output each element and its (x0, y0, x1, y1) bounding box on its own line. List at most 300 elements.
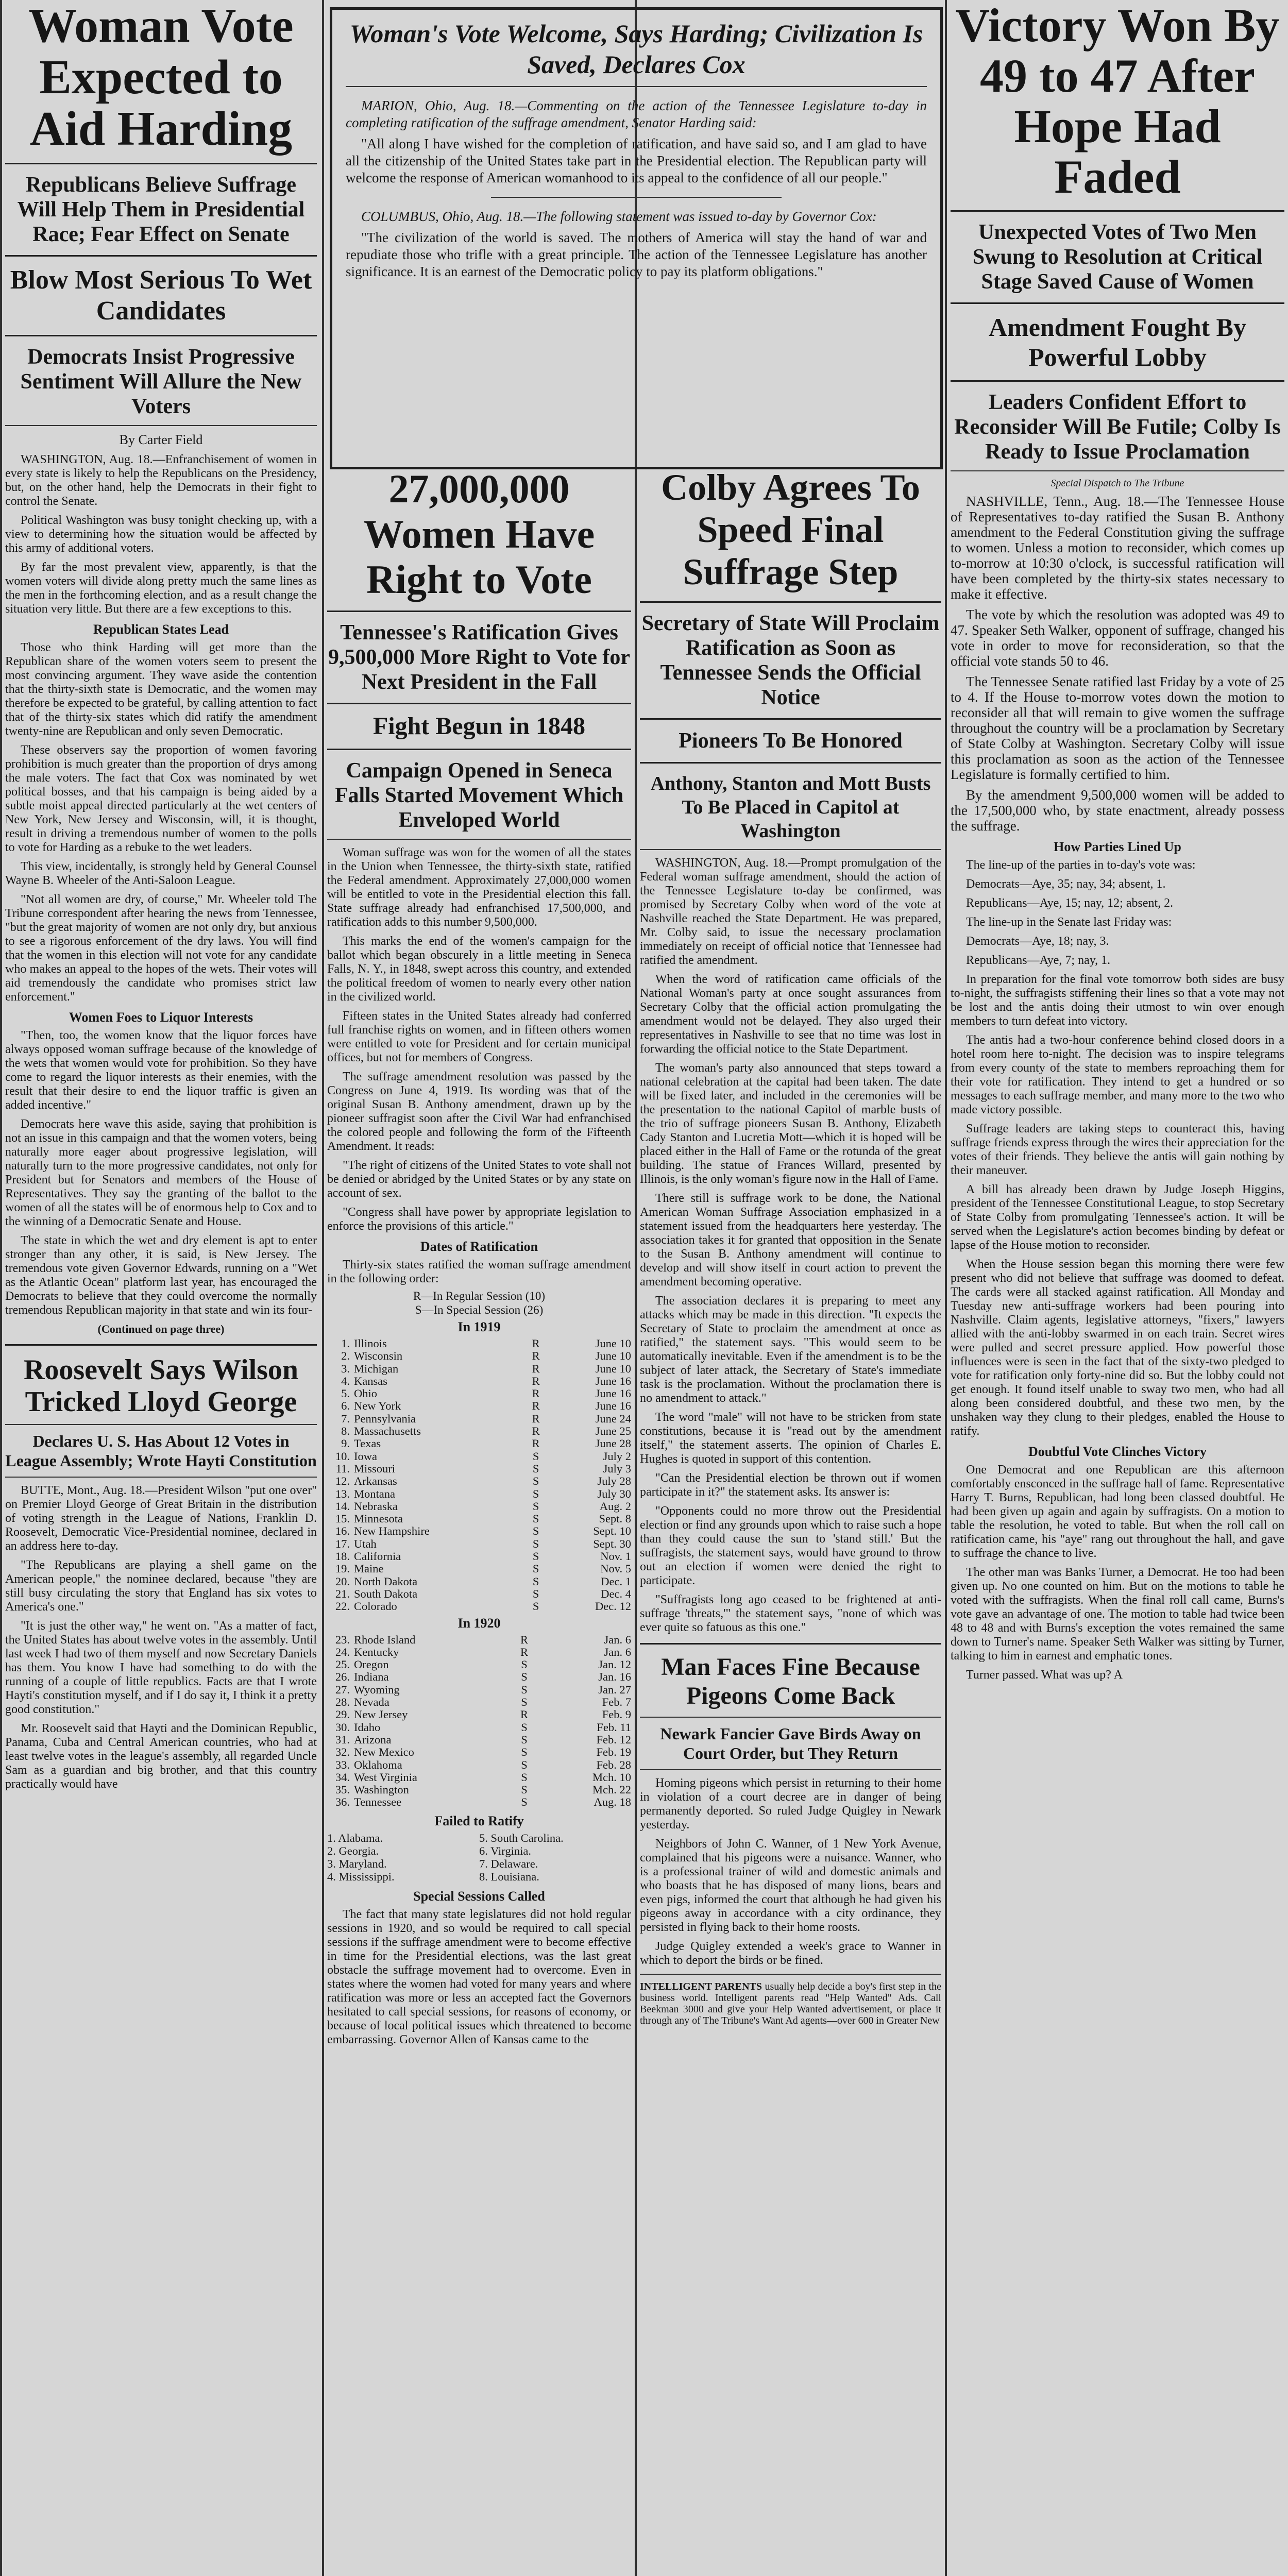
ratification-number: 29. (335, 1708, 350, 1721)
ratification-date: Dec. 4 (601, 1587, 631, 1600)
ratification-row (327, 1350, 631, 1362)
ratification-date: Jan. 16 (598, 1670, 631, 1684)
failed-states-list (327, 1832, 631, 1883)
ratification-state: Indiana (354, 1670, 389, 1684)
ratification-date: Aug. 2 (599, 1499, 631, 1513)
ratification-state: Ohio (354, 1387, 377, 1400)
deck: Leaders Confident Effort to Reconsider Will Be Futile; Colby Is Ready to Issue Proclamation (954, 391, 1281, 464)
paragraph: "The Republicans are playing a shell game on the American people," the nominee declared, because "they are still busy circulating the story that England has six votes to America's one." (5, 1558, 317, 1614)
ratification-session: S (532, 1600, 539, 1613)
ratification-session: S (532, 1499, 539, 1513)
paragraph: Democrats—Aye, 35; nay, 34; absent, 1. (966, 877, 1166, 891)
divider (951, 380, 1284, 382)
ratification-number: 18. (335, 1550, 350, 1563)
divider (640, 1769, 941, 1770)
subhead: How Parties Lined Up (1054, 839, 1181, 854)
paragraph: In preparation for the final vote tomorrow both sides are busy to-night, the suffragists stiffening their lines so that a vote may not be lost and the antis doing their utmost to win over enough members to turn defeat into victory. (951, 973, 1284, 1028)
paragraph: The line-up of the parties in to-day's vote was: (966, 858, 1196, 872)
subhead: Failed to Ratify (434, 1813, 524, 1828)
ratification-state: Iowa (354, 1449, 377, 1463)
divider (951, 470, 1284, 471)
ratification-state: Texas (354, 1437, 381, 1450)
ratification-date: July 28 (597, 1475, 631, 1488)
paragraph: The association declares it is preparing to meet any attacks which may be made in this direction. "It expects the Secretary of State to proclaim the amendment at once as ratified," the statement says. "This would seem to be automatically inevitable. Even if the amendment is to be the subject of later attack, the Secretary of State's immediate task is the proclamation. Without the proclamation there is no amendment to attack." (640, 1294, 941, 1405)
ratification-row (327, 1450, 631, 1463)
ratification-session: S (521, 1720, 528, 1734)
deck: Anthony, Stanton and Mott Busts To Be Placed in Capitol at Washington (650, 773, 931, 842)
ratification-date: Sept. 8 (599, 1512, 631, 1526)
divider (951, 210, 1284, 212)
ratification-row (327, 1671, 631, 1683)
ratification-number: 2. (341, 1349, 350, 1363)
ratification-session: S (532, 1550, 539, 1563)
ratification-date: Jan. 27 (598, 1683, 631, 1696)
ratification-state: Arizona (354, 1733, 392, 1746)
paragraph: WASHINGTON, Aug. 18.—Enfranchisement of women in every state is likely to help the Republicans on the Presidency, but, on the other hand, help the Democrats in their fight to control the Senate. (5, 453, 317, 508)
failed-state: 4. Mississippi. (327, 1870, 395, 1883)
ratification-number: 34. (335, 1770, 350, 1784)
paragraph: BUTTE, Mont., Aug. 18.—President Wilson "put one over" on Premier Lloyd George of Great Britain in the distribution of voting strength in the League of Nations, Franklin D. Roosevelt, Democratic Vice-Presidential nominee, declared in an address here to-day. (5, 1484, 317, 1553)
ratification-number: 10. (335, 1449, 350, 1463)
divider (5, 425, 317, 426)
ratification-table-1919 (327, 1337, 631, 1613)
subhead: Republican States Lead (93, 622, 229, 637)
column-rule (322, 0, 324, 2576)
byline: By Carter Field (119, 432, 203, 447)
deck: Campaign Opened in Seneca Falls Started Movement Which Enveloped World (334, 759, 624, 832)
ratification-state: New Mexico (354, 1745, 414, 1759)
paragraph: The suffrage amendment resolution was passed by the Congress on June 4, 1919. Its wording was that of the original Susan B. Anthony amendment, drawn up by the pioneer suffragist soon after the Civil War had enfranchised the colored people and following the form of the Fifteenth Amendment. It reads: (327, 1070, 631, 1153)
ratification-date: Feb. 19 (596, 1745, 631, 1759)
ratification-row (327, 1500, 631, 1513)
ratification-state: California (354, 1550, 401, 1563)
ratification-row (327, 1646, 631, 1658)
ratification-number: 9. (341, 1437, 350, 1450)
ratification-state: Illinois (354, 1337, 387, 1350)
ratification-row (327, 1400, 631, 1412)
ratification-date: Aug. 18 (594, 1795, 631, 1809)
year-heading: In 1919 (457, 1319, 501, 1334)
legend: R—In Regular Session (10) (413, 1290, 546, 1302)
failed-state: 8. Louisiana. (479, 1870, 539, 1883)
ratification-session: R (520, 1645, 528, 1658)
ratification-session: R (532, 1349, 540, 1363)
ratification-session: S (532, 1574, 539, 1588)
divider (327, 749, 631, 750)
paragraph: Homing pigeons which persist in returning to their home in violation of a court decree are in danger of being permanently deported. So ruled Judge Quigley in Newark yesterday. (640, 1776, 941, 1832)
ratification-number: 5. (341, 1387, 350, 1400)
paragraph: Democrats here wave this aside, saying that prohibition is not an issue in this campaign and that the women voters, being naturally more eager about progressive legislation, will naturally turn to the more progressive candidates, not only for President but for Senators and members of the House of Representatives. They say the granting of the ballot to the women of all the states will be of enormous help to Cox and to the winning of a Democratic Senate and House. (5, 1117, 317, 1228)
paragraph: This view, incidentally, is strongly held by General Counsel Wayne B. Wheeler of the Anti-Saloon League. (5, 860, 317, 887)
column-rule (0, 0, 2, 2576)
subhead: Dates of Ratification (420, 1239, 538, 1254)
ratification-date: Jan. 12 (598, 1658, 631, 1671)
ratification-row (327, 1746, 631, 1758)
paragraph: By far the most prevalent view, apparently, is that the women voters will divide along pretty much the same lines as the men in the forthcoming election, and as a result change the situation very little. But there are a few exceptions to this. (5, 561, 317, 616)
ratification-date: Dec. 1 (601, 1574, 631, 1588)
ratification-number: 21. (335, 1587, 350, 1600)
ratification-date: June 24 (595, 1412, 631, 1425)
ratification-row (327, 1488, 631, 1500)
deck: Republicans Believe Suffrage Will Help Them in Presidential Race; Fear Effect on Senate (17, 173, 305, 246)
ratification-state: Massachusetts (354, 1425, 421, 1438)
subhead: Special Sessions Called (413, 1888, 545, 1904)
failed-state: 2. Georgia. (327, 1844, 379, 1857)
ratification-session: R (532, 1399, 540, 1413)
paragraph: Fifteen states in the United States already had conferred full franchise rights on women, and in fifteen others women were entitled to vote for President and for certain municipal offices, but not for members of Congress. (327, 1009, 631, 1064)
paragraph: "Can the Presidential election be thrown out if women participate in it?" the statement asks. Its answer is: (640, 1471, 941, 1499)
ratification-number: 14. (335, 1499, 350, 1513)
ratification-row (327, 1563, 631, 1575)
ratification-row (327, 1463, 631, 1475)
failed-state: 3. Maryland. (327, 1857, 387, 1870)
ratification-number: 1. (341, 1337, 350, 1350)
ratification-row (327, 1784, 631, 1796)
paragraph: The fact that many state legislatures did not hold regular sessions in 1920, and so would be required to call special sessions if the suffrage amendment were to become effective in time for the Presidential elections, was the last great obstacle the suffrage movement had to overcome. Even in states where the women had voted for many years and where ratification was more or less an accepted fact the Governors hesitated to call special sessions, for reasons of economy, or because of local political issues which threatened to become embarrassing. Governor Allen of Kansas came to the (327, 1907, 631, 2046)
paragraph: "Suffragists long ago ceased to be frightened at anti-suffrage 'threats,'" the statement says, "none of which was ever quite so fatuous as this one." (640, 1593, 941, 1634)
ad-text: usually help decide a boy's first step in the business world. Intelligent parents read "Help Wanted" Ads. Call Beekman 3000 and give your Help Wanted advertisement, or place it through any of The Tribune's Want Ad agents—over 600 in Greater New (640, 1981, 941, 2026)
statements-box (330, 7, 943, 469)
ratification-state: Minnesota (354, 1512, 403, 1526)
divider (5, 163, 317, 164)
ratification-session: S (521, 1733, 528, 1746)
paragraph: There still is suffrage work to be done, the National American Woman Suffrage Association emphasized in a statement issued from the headquarters here yesterday. The association takes it for granted that opposition in the Senate to the Susan B. Anthony amendment will continue to develop and will show itself in court action to prevent the amendment becoming operative. (640, 1192, 941, 1289)
paragraph: By the amendment 9,500,000 women will be added to the 17,500,000 who, by state enactment, already possess the suffrage. (951, 787, 1284, 834)
ratification-number: 25. (335, 1658, 350, 1671)
paragraph: Turner passed. What was up? A (966, 1668, 1123, 1682)
paragraph: "Then, too, the women know that the liquor forces have always opposed woman suffrage because of the knowledge of the wets that women would vote for prohibition. So they have come to regard the liquor interests as their enemies, with the result that their desire to end the liquor traffic is given an added incentive." (5, 1029, 317, 1112)
ratification-date: Jan. 6 (604, 1645, 631, 1658)
ratification-row (327, 1634, 631, 1646)
divider (5, 1344, 317, 1346)
ratification-date: June 10 (595, 1337, 631, 1350)
dateline: COLUMBUS, Ohio, Aug. 18.—The following statement was issued to-day by Governor Cox: (361, 209, 877, 224)
ratification-date: June 10 (595, 1349, 631, 1363)
ratification-number: 30. (335, 1720, 350, 1734)
paragraph: When the word of ratification came officials of the National Woman's party at once sought assurances from Secretary Colby that the official action promulgating the amendment would not be delayed. They also urged their representatives in Nashville to see that no time was lost in forwarding the official notice to the State Department. (640, 973, 941, 1056)
ratification-row (327, 1759, 631, 1771)
dispatch-credit: Special Dispatch to The Tribune (1050, 478, 1184, 489)
column-rule (945, 0, 947, 2576)
paragraph: Political Washington was busy tonight checking up, with a view to determining how the situation would be affected by this army of additional voters. (5, 514, 317, 555)
ratification-state: Utah (354, 1537, 377, 1550)
deck: Blow Most Serious To Wet Candidates (10, 265, 312, 326)
divider (951, 302, 1284, 304)
ratification-session: S (532, 1449, 539, 1463)
ratification-session: S (521, 1745, 528, 1759)
paragraph: Thirty-six states ratified the woman suffrage amendment in the following order: (327, 1258, 631, 1285)
ratification-session: S (521, 1758, 528, 1771)
ratification-session: R (520, 1708, 528, 1721)
ratification-number: 31. (335, 1733, 350, 1746)
ratification-state: New Hampshire (354, 1524, 430, 1538)
article-colby-agrees (640, 466, 941, 2576)
headline: Woman Vote Expected to Aid Harding (28, 0, 294, 156)
paragraph: Woman suffrage was won for the women of all the states in the Union when Tennessee, the thirty-sixth state, ratified the Federal amendment. Approximately 27,000,000 women will be entitled to vote in the Presidential election this fall. State suffrage already had enfranchised 17,500,000, and ratification adds to this number 9,500,000. (327, 846, 631, 929)
ratification-state: Missouri (354, 1462, 396, 1475)
ratification-row (327, 1337, 631, 1350)
paragraph: This marks the end of the women's campaign for the ballot which began obscurely in a little meeting in Seneca Falls, N. Y., in 1848, swept across this country, and extended the political freedom of women to nearly every other nation in the civilized world. (327, 935, 631, 1004)
ratification-state: New Jersey (354, 1708, 408, 1721)
paragraph: One Democrat and one Republican are this afternoon comfortably ensconced in the suffrage hall of fame. Representative Harry T. Burns, Republican, had long been classed doubtful. He had been given up again and again by suffragists. On a motion to table the resolution, he voted to table. But when the roll call on ratification came, his "aye" rang out throughout the hall, and gave to suffrage the chance to live. (951, 1463, 1284, 1560)
ratification-date: Sept. 10 (593, 1524, 631, 1538)
ratification-number: 20. (335, 1574, 350, 1588)
ratification-date: Feb. 9 (602, 1708, 631, 1721)
quote: "The civilization of the world is saved. The mothers of America will stay the hand of war and repudiate those who trifle with a great principle. The action of the Tennessee Legislature has another significance. It is an earnest of the Democratic policy to pay its platform obligations." (346, 230, 927, 279)
ratification-row (327, 1475, 631, 1487)
ratification-date: Dec. 12 (595, 1600, 631, 1613)
ratification-session: S (532, 1537, 539, 1550)
ratification-row (327, 1525, 631, 1537)
ratification-session: S (532, 1462, 539, 1475)
box-headline: Woman's Vote Welcome, Says Harding; Civilization Is Saved, Declares Cox (349, 19, 923, 79)
ratification-session: S (532, 1487, 539, 1500)
deck: Newark Fancier Gave Birds Away on Court Order, but They Return (660, 1724, 921, 1762)
article-27-million-women (327, 466, 631, 2576)
paragraph: The other man was Banks Turner, a Democrat. He too had been given up. No one counted on him. But on the motions to table he voted with the suffragists. When the final roll call came, Burns's vote gave an advantage of one. The motion to table had twice been 48 to 48 and with Burns's exception the votes remained the same down to Turner's name. Speaker Seth Walker was sitting by Turner, talking to him in earnest and emphatic tones. (951, 1566, 1284, 1663)
paragraph: NASHVILLE, Tenn., Aug. 18.—The Tennessee House of Representatives to-day ratified the Susan B. Anthony amendment to the Federal Constitution giving the suffrage to women. Unless a motion to reconsider, which comes up to-morrow at 10:30 o'clock, is successful ratification will have been completed by the thirty-six states necessary to make it effective. (951, 494, 1284, 602)
deck: Secretary of State Will Proclaim Ratification as Soon as Tennessee Sends the Official Notice (641, 612, 940, 709)
ratification-number: 13. (335, 1487, 350, 1500)
ratification-session: S (521, 1683, 528, 1696)
ratification-date: Nov. 5 (600, 1562, 631, 1575)
ad-heading: INTELLIGENT PARENTS (640, 1981, 762, 1992)
divider (491, 197, 782, 198)
ratification-row (327, 1387, 631, 1400)
ratification-state: Idaho (354, 1720, 381, 1734)
year-heading: In 1920 (457, 1615, 501, 1631)
ratification-number: 24. (335, 1645, 350, 1658)
divider (327, 611, 631, 612)
paragraph: The line-up in the Senate last Friday was: (966, 916, 1172, 929)
divider (640, 1974, 941, 1975)
ratification-session: R (532, 1425, 540, 1438)
subhead: Doubtful Vote Clinches Victory (1028, 1444, 1207, 1459)
ratification-number: 36. (335, 1795, 350, 1809)
divider (346, 86, 927, 87)
ratification-row (327, 1771, 631, 1784)
ratification-number: 35. (335, 1783, 350, 1797)
ratification-row (327, 1413, 631, 1425)
divider (640, 718, 941, 720)
ratification-state: Nevada (354, 1696, 389, 1709)
paragraph: Judge Quigley extended a week's grace to Wanner in which to deport the birds or be fined. (640, 1940, 941, 1967)
paragraph: "It is just the other way," he went on. "As a matter of fact, the United States has about twelve votes in the assembly. Until last week I had two of them myself and now Secretary Daniels has them. You know I have had something to do with the running of a couple of little republics. Facts are that I wrote Hayti's constitution myself, and if I do say it, I think it a pretty good constitution." (5, 1619, 317, 1716)
divider (640, 1717, 941, 1718)
ratification-number: 26. (335, 1670, 350, 1684)
ratification-date: June 16 (595, 1387, 631, 1400)
ratification-session: S (521, 1658, 528, 1671)
ratification-number: 7. (341, 1412, 350, 1425)
divider (5, 1477, 317, 1478)
ratification-number: 15. (335, 1512, 350, 1526)
ratification-date: June 16 (595, 1399, 631, 1413)
deck: Unexpected Votes of Two Men Swung to Resolution at Critical Stage Saved Cause of Women (972, 221, 1263, 294)
ratification-session: R (532, 1362, 540, 1375)
paragraph: "The right of citizens of the United States to vote shall not be denied or abridged by the United States or by any state on account of sex. (327, 1159, 631, 1200)
ratification-session: S (521, 1795, 528, 1809)
paragraph: Mr. Roosevelt said that Hayti and the Dominican Republic, Panama, Cuba and Central American countries, who had at least twelve votes in the league's assembly, all regarded Uncle Sam as a guardian and big brother, and that this country practically would have (5, 1722, 317, 1791)
ratification-number: 4. (341, 1374, 350, 1387)
ratification-number: 17. (335, 1537, 350, 1550)
headline: 27,000,000 Women Have Right to Vote (363, 466, 595, 602)
ratification-state: Michigan (354, 1362, 399, 1375)
ratification-row (327, 1721, 631, 1734)
ratification-date: July 30 (597, 1487, 631, 1500)
ratification-session: R (520, 1633, 528, 1646)
ratification-row (327, 1437, 631, 1450)
dateline: MARION, Ohio, Aug. 18.—Commenting on the action of the Tennessee Legislature to-day in completing ratification of the suffrage amendment, Senator Harding said: (346, 98, 927, 130)
ratification-date: June 10 (595, 1362, 631, 1375)
divider (5, 335, 317, 336)
divider (640, 762, 941, 764)
deck: Tennessee's Ratification Gives 9,500,000 More Right to Vote for Next President in the Fall (328, 621, 630, 694)
failed-state: 5. South Carolina. (479, 1831, 564, 1844)
ratification-session: R (532, 1437, 540, 1450)
ratification-date: June 25 (595, 1425, 631, 1438)
ratification-number: 32. (335, 1745, 350, 1759)
ratification-state: Colorado (354, 1600, 397, 1613)
ratification-session: S (521, 1696, 528, 1709)
ratification-state: Rhode Island (354, 1633, 416, 1646)
ratification-state: Pennsylvania (354, 1412, 416, 1425)
headline: Victory Won By 49 to 47 After Hope Had Faded (955, 0, 1280, 203)
divider (327, 703, 631, 704)
paragraph: The woman's party also announced that steps toward a national celebration at the capital had been taken. The date will be fixed later, and included in the ceremonies will be the presentation to the national Capitol of marble busts of the trio of suffrage pioneers Susan B. Anthony, Elizabeth Cady Stanton and Lucretia Mott—which it is hoped will be placed either in the Hall of Fame or the rotunda of the great building. The statue of Frances Willard, presented by Illinois, is the only woman's figure now in the Hall of Fame. (640, 1061, 941, 1186)
ratification-number: 3. (341, 1362, 350, 1375)
ratification-row (327, 1575, 631, 1588)
failed-state: 1. Alabama. (327, 1831, 383, 1844)
ratification-date: Feb. 28 (596, 1758, 631, 1771)
divider (640, 849, 941, 850)
ratification-number: 11. (335, 1462, 350, 1475)
ratification-date: June 16 (595, 1374, 631, 1387)
ratification-date: Mch. 22 (592, 1783, 631, 1797)
ratification-row (327, 1696, 631, 1708)
ratification-state: Kansas (354, 1374, 387, 1387)
paragraph: Republicans—Aye, 7; nay, 1. (966, 954, 1111, 967)
paragraph: "Congress shall have power by appropriate legislation to enforce the provisions of this article." (327, 1206, 631, 1233)
ratification-session: S (532, 1587, 539, 1600)
ratification-date: Feb. 12 (596, 1733, 631, 1746)
subhead: Women Foes to Liquor Interests (69, 1010, 253, 1025)
ratification-date: June 28 (595, 1437, 631, 1450)
ratification-date: Feb. 7 (602, 1696, 631, 1709)
ratification-state: West Virginia (354, 1770, 417, 1784)
paragraph: WASHINGTON, Aug. 18.—Prompt promulgation of the Federal woman suffrage amendment, should the action of the Tennessee Legislature to-day be confirmed, was promised by Secretary Colby when word of the vote at Nashville reached the State Department. He was prepared, Mr. Colby said, to issue the necessary proclamation immediately on receipt of official notice that Tennessee had ratified the amendment. (640, 856, 941, 967)
continued-note: (Continued on page three) (97, 1323, 225, 1335)
headline: Roosevelt Says Wilson Tricked Lloyd George (23, 1354, 299, 1418)
quote: "All along I have wished for the completion of ratification, and have said so, and I am glad to have all the citizenship of the United States take part in the Presidential election. The Republican party will welcome the response of American womanhood to its appeal to the confidence of all our people." (346, 136, 927, 185)
ratification-row (327, 1708, 631, 1721)
paragraph: Democrats—Aye, 18; nay, 3. (966, 935, 1109, 948)
ratification-state: Wisconsin (354, 1349, 403, 1363)
deck: Democrats Insist Progressive Sentiment Will Allure the New Voters (20, 345, 302, 418)
divider (5, 255, 317, 257)
ratification-row (327, 1684, 631, 1696)
ratification-row (327, 1375, 631, 1387)
ratification-session: S (521, 1770, 528, 1784)
ratification-number: 27. (335, 1683, 350, 1696)
ratification-session: R (532, 1337, 540, 1350)
ratification-date: Feb. 11 (597, 1720, 631, 1734)
ratification-session: S (532, 1475, 539, 1488)
ratification-session: R (532, 1374, 540, 1387)
ratification-state: Kentucky (354, 1645, 399, 1658)
ratification-date: July 3 (603, 1462, 631, 1475)
deck: Amendment Fought By Powerful Lobby (988, 313, 1247, 371)
article-victory-won (951, 0, 1284, 2576)
ratification-number: 33. (335, 1758, 350, 1771)
ratification-date: July 2 (603, 1449, 631, 1463)
paragraph: These observers say the proportion of women favoring prohibition is much greater than the proportion of drys among the male voters. The fact that Cox was nominated by wet political bosses, and that his campaign is being aided by a subtle moist appeal directed particularly at the wet centers of New York, New Jersey and Wisconsin, will, it is thought, result in driving a tremendous number of women to the polls to vote for Harding as a rebuke to the wet leaders. (5, 743, 317, 854)
ratification-state: Nebraska (354, 1499, 398, 1513)
divider (5, 1424, 317, 1425)
ratification-session: S (532, 1524, 539, 1538)
ratification-state: Oregon (354, 1658, 389, 1671)
ratification-row (327, 1588, 631, 1600)
ratification-number: 8. (341, 1425, 350, 1438)
legend: S—In Special Session (26) (415, 1303, 544, 1316)
ratification-state: Tennessee (354, 1795, 402, 1809)
ratification-number: 16. (335, 1524, 350, 1538)
failed-state: 6. Virginia. (479, 1844, 531, 1857)
paragraph: Neighbors of John C. Wanner, of 1 New York Avenue, complained that his pigeons were a nuisance. Wanner, who is a professional trainer of wild and domestic animals and who boasts that he has disposed of many lions, bears and even pigs, informed the court that although he had given his pigeons away in accordance with a city ordinance, they persisted in flying back to their home roosts. (640, 1837, 941, 1934)
article-woman-vote-harding (5, 0, 317, 2576)
ratification-table-1920 (327, 1634, 631, 1809)
ratification-row (327, 1796, 631, 1808)
ratification-row (327, 1363, 631, 1375)
ratification-session: S (532, 1512, 539, 1526)
ratification-state: Montana (354, 1487, 395, 1500)
ratification-row (327, 1550, 631, 1563)
ratification-number: 12. (335, 1475, 350, 1488)
ratification-state: North Dakota (354, 1574, 418, 1588)
ratification-session: S (521, 1783, 528, 1797)
ratification-state: South Dakota (354, 1587, 418, 1600)
ratification-date: Sept. 30 (593, 1537, 631, 1550)
ratification-state: Oklahoma (354, 1758, 402, 1771)
ratification-number: 22. (335, 1600, 350, 1613)
ratification-date: Jan. 6 (604, 1633, 631, 1646)
ratification-state: New York (354, 1399, 401, 1413)
ratification-row (327, 1600, 631, 1613)
ratification-state: Wyoming (354, 1683, 400, 1696)
ratification-row (327, 1513, 631, 1525)
failed-state: 7. Delaware. (479, 1857, 538, 1870)
paragraph: Republicans—Aye, 15; nay, 12; absent, 2. (966, 896, 1174, 910)
paragraph: Those who think Harding will get more than the Republican share of the women voters seem to present the most convincing argument. They wave aside the contention that the thirty-sixth state is Democratic, and the women may therefore be expected to be grateful, by calling attention to fact that of the thirty-six states which did ratify the amendment twenty-nine are Republican and only seven Democratic. (5, 641, 317, 738)
paragraph: "Opponents could no more throw out the Presidential election or find any grounds upon which to raise such a hope than they could cause the sun to 'stand still.' But the suffragists, the statement says, would have ground to throw out an election if women were denied the right to participate. (640, 1504, 941, 1587)
headline: Man Faces Fine Because Pigeons Come Back (661, 1653, 920, 1709)
paragraph: The antis had a two-hour conference behind closed doors in a hotel room here to-night. The decision was to inspire telegrams from every county of the state to members reproaching them for their vote for ratification. They intend to get a hundred or so messages to each suffrage member, and many more to the two who made victory possible. (951, 1033, 1284, 1116)
divider (327, 839, 631, 840)
headline: Colby Agrees To Speed Final Suffrage Step (661, 467, 920, 592)
deck: Pioneers To Be Honored (679, 729, 903, 753)
paragraph: A bill has already been drawn by Judge Joseph Higgins, president of the Tennessee Constitutional League, to stop Secretary of State Colby from promulgating Tennessee's action. It will be served when the Legislature's action becomes binding by defeat or lapse of the House motion to reconsider. (951, 1183, 1284, 1252)
ratification-row (327, 1658, 631, 1671)
ratification-state: Arkansas (354, 1475, 397, 1488)
deck: Declares U. S. Has About 12 Votes in League Assembly; Wrote Hayti Constitution (5, 1432, 317, 1470)
ratification-number: 6. (341, 1399, 350, 1413)
paragraph: The vote by which the resolution was adopted was 49 to 47. Speaker Seth Walker, opponent of suffrage, changed his vote in order to move for reconsideration, so that the official vote stands 50 to 46. (951, 607, 1284, 669)
divider (640, 601, 941, 603)
ratification-session: R (532, 1412, 540, 1425)
ratification-row (327, 1425, 631, 1437)
ratification-number: 23. (335, 1633, 350, 1646)
ratification-number: 19. (335, 1562, 350, 1575)
ratification-row (327, 1538, 631, 1550)
